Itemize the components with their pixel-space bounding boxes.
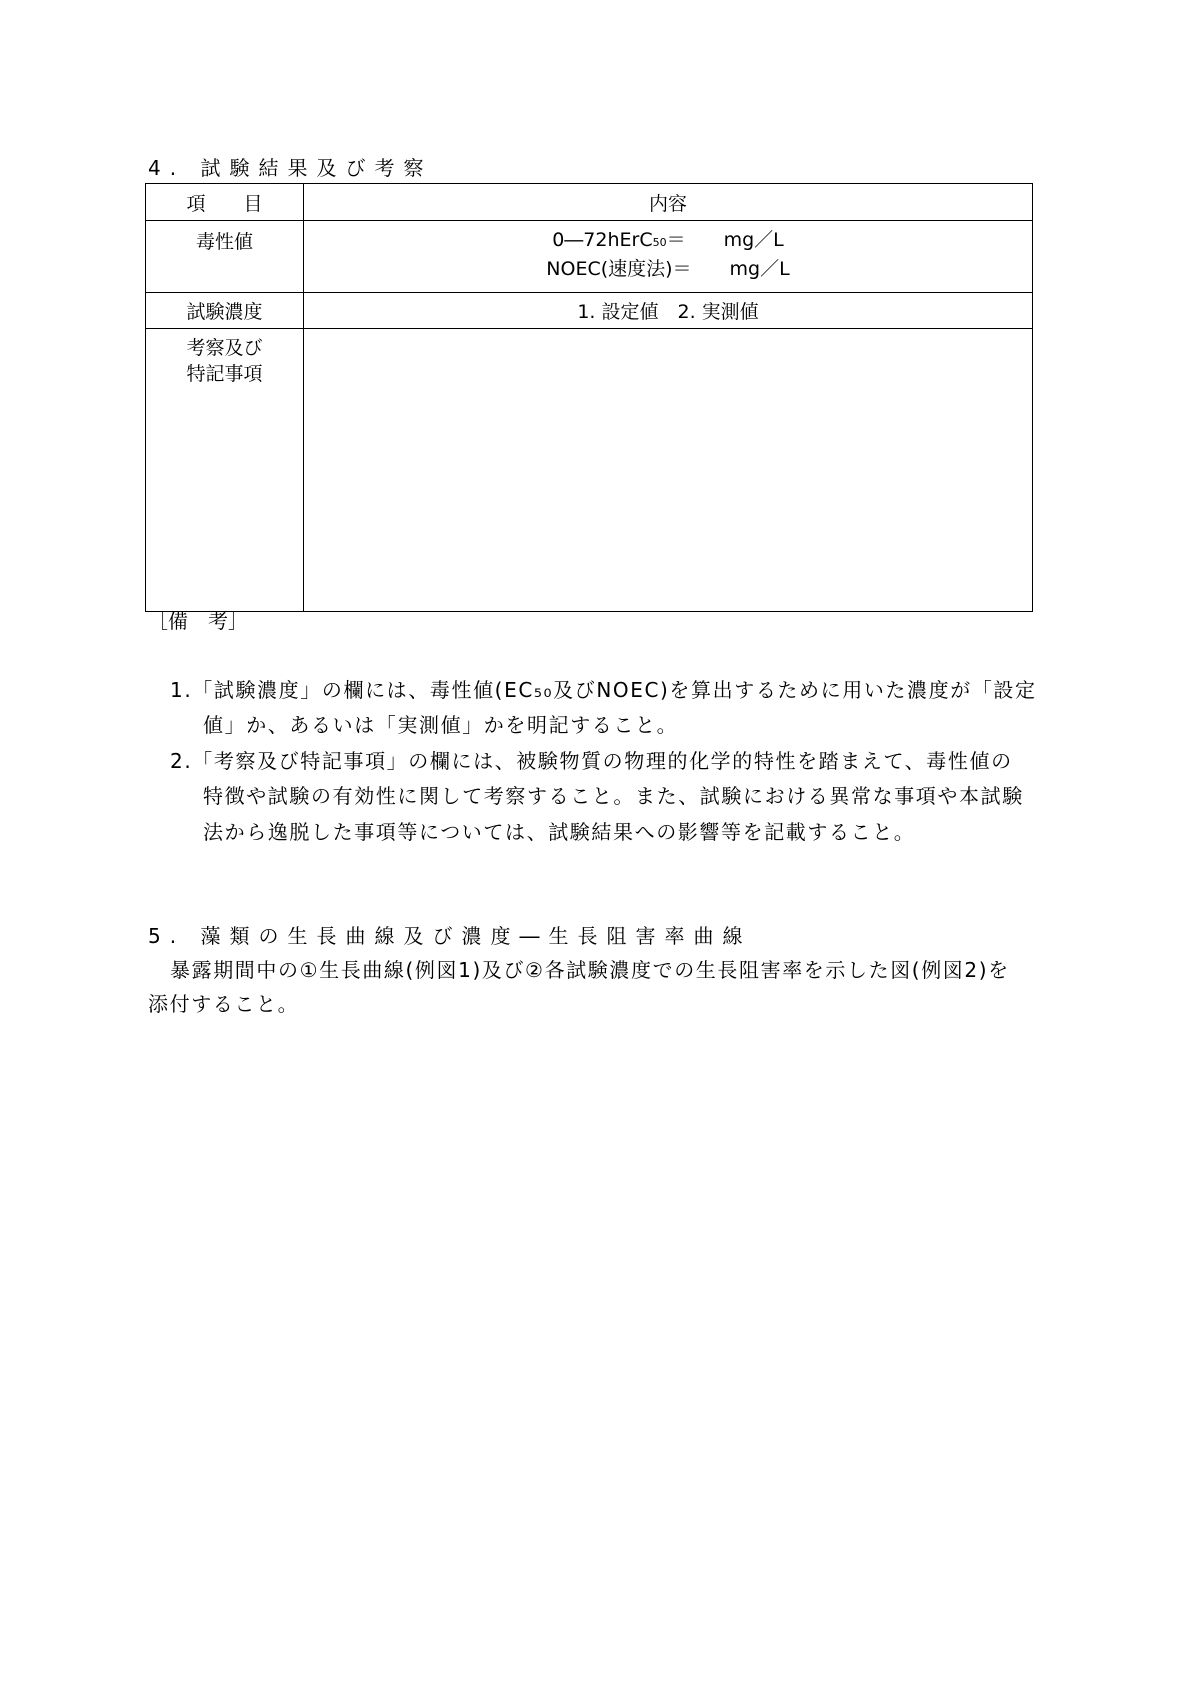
section-5-body-line: 暴露期間中の①生長曲線(例図1)及び②各試験濃度での生長阻害率を示した図(例図2)を: [170, 958, 1010, 982]
table-row-concentration: [146, 293, 1033, 329]
noec-line: NOEC(速度法)＝ mg／L: [546, 258, 790, 280]
erc50-line: [304, 227, 1032, 256]
erc50-subscript: 50: [652, 236, 667, 249]
remarks-label-line2: 特記事項: [186, 363, 263, 385]
note-line: 特徴や試験の有効性に関して考察すること。また、試験における異常な事項や本試験: [203, 784, 1024, 808]
section-4-title: 4. 試験結果及び考察: [148, 156, 433, 180]
header-item: 項 目: [146, 184, 304, 221]
erc50-label: 0―72hErC: [552, 229, 653, 251]
toxicity-values: [304, 221, 1033, 293]
table-row-remarks: [146, 329, 1033, 612]
erc50-unit: ＝ mg／L: [666, 229, 784, 251]
remarks-label-line1: 考察及び: [186, 337, 263, 359]
table-header-row: [146, 184, 1033, 221]
results-table: [145, 183, 1033, 612]
remarks-value: [304, 329, 1033, 612]
note-line: 法から逸脱した事項等については、試験結果への影響等を記載すること。: [203, 820, 916, 844]
table-row-toxicity: [146, 221, 1033, 293]
concentration-value: 1. 設定値 2. 実測値: [304, 293, 1033, 329]
header-content: 内容: [304, 184, 1033, 221]
toxicity-label: 毒性値: [146, 221, 304, 293]
concentration-label: 試験濃度: [146, 293, 304, 329]
note-line: 2.「考察及び特記事項」の欄には、被験物質の物理的化学的特性を踏まえて、毒性値の: [170, 749, 1013, 773]
remarks-label: [146, 329, 304, 612]
notes-heading: ［備 考］: [148, 609, 248, 633]
note-line: 値」か、あるいは「実測値」かを明記すること。: [203, 713, 679, 737]
note-line: 1.「試験濃度」の欄には、毒性値(EC₅₀及びNOEC)を算出するために用いた濃度が「設定: [170, 678, 1037, 702]
section-5-body-line: 添付すること。: [148, 992, 300, 1016]
section-5-title: 5. 藻類の生長曲線及び濃度―生長阻害率曲線: [148, 924, 752, 948]
